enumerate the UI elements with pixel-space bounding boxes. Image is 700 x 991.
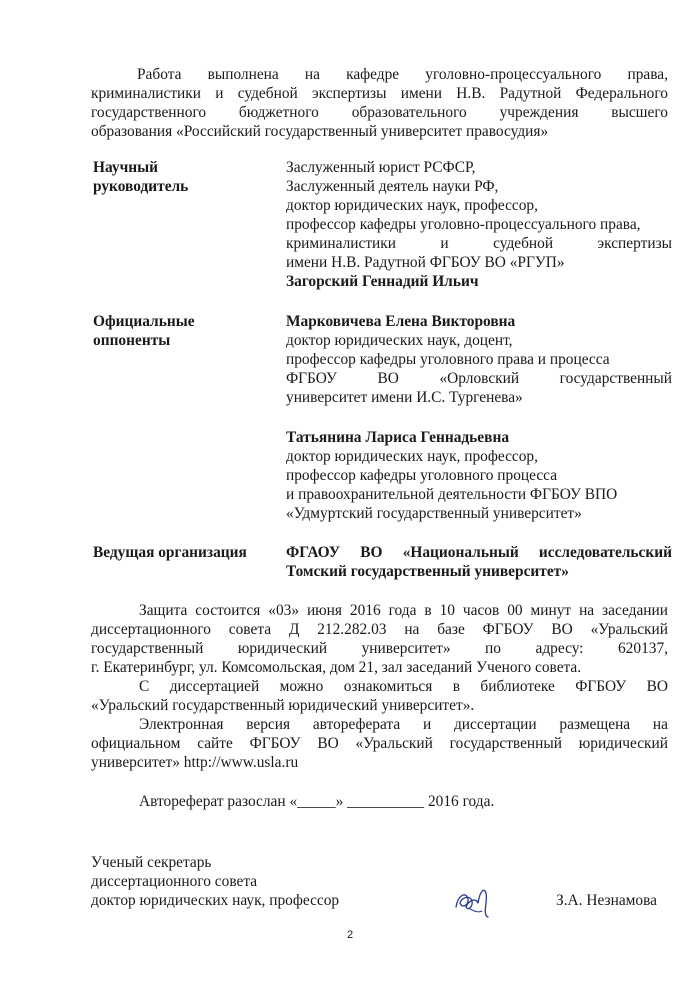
opponent-line: «Удмуртский государственный университет» bbox=[286, 505, 582, 522]
defense-line: Защита состоится «03» июня 2016 года в 10 часов 00 минут на заседании bbox=[139, 602, 668, 619]
supervisor-name: Загорский Геннадий Ильич bbox=[286, 273, 479, 290]
supervisor-details bbox=[286, 158, 672, 291]
supervisor-line: профессор кафедры уголовно-процессуального права, bbox=[286, 216, 641, 233]
leading-org-label: Ведущая организация bbox=[93, 544, 247, 561]
supervisor-line: доктор юридических наук, профессор, bbox=[286, 197, 538, 214]
opponent-line: доктор юридических наук, доцент, bbox=[286, 332, 513, 349]
supervisor-label: Научный руководитель bbox=[93, 159, 189, 195]
opponent-first bbox=[286, 312, 672, 407]
secretary-name: З.А. Незнамова bbox=[556, 892, 657, 909]
online-line: университет» http://www.usla.ru bbox=[91, 754, 299, 771]
intro-line: государственного бюджетного образовательного учреждения высшего bbox=[91, 104, 668, 121]
supervisor-line: криминалистики и судебной экспертизы bbox=[286, 235, 672, 252]
intro-paragraph bbox=[91, 65, 668, 141]
opponent-name: Марковичева Елена Викторовна bbox=[286, 313, 516, 330]
online-line: Электронная версия автореферата и диссертации размещена на bbox=[139, 716, 668, 733]
defense-paragraph bbox=[91, 601, 668, 677]
online-paragraph bbox=[91, 715, 668, 772]
library-paragraph bbox=[91, 677, 668, 715]
opponent-line: и правоохранительной деятельности ФГБОУ ВПО bbox=[286, 486, 618, 503]
supervisor-line: Заслуженный юрист РСФСР, bbox=[286, 159, 476, 176]
library-line: С диссертацией можно ознакомиться в библиотеке ФГБОУ ВО bbox=[139, 678, 668, 695]
defense-line: диссертационного совета Д 212.282.03 на базе ФГБОУ ВО «Уральский bbox=[91, 621, 668, 638]
handwritten-signature bbox=[448, 881, 498, 921]
opponent-line: доктор юридических наук, профессор, bbox=[286, 448, 538, 465]
supervisor-line: Заслуженный деятель науки РФ, bbox=[286, 178, 499, 195]
intro-line: образования «Российский государственный университет правосудия» bbox=[91, 123, 549, 140]
opponent-line: университет имени И.С. Тургенева» bbox=[286, 389, 523, 406]
secretary-line: диссертационного совета bbox=[91, 873, 258, 890]
online-line: официальном сайте ФГБОУ ВО «Уральский государственный юридический bbox=[91, 735, 668, 752]
defense-line: государственный юридический университет» по адресу: 620137, bbox=[91, 640, 668, 657]
intro-line: Работа выполнена на кафедре уголовно-процессуального права, bbox=[137, 66, 668, 83]
opponent-second bbox=[286, 428, 672, 523]
leading-org-line: Томский государственный университет» bbox=[286, 563, 569, 580]
leading-org-details bbox=[286, 543, 672, 581]
opponent-line: профессор кафедры уголовного права и процесса bbox=[286, 351, 610, 368]
supervisor-line: имени Н.В. Радутной ФГБОУ ВО «РГУП» bbox=[286, 254, 565, 271]
opponent-line: ФГБОУ ВО «Орловский государственный bbox=[286, 370, 672, 387]
defense-line: г. Екатеринбург, ул. Комсомольская, дом 21, зал заседаний Ученого совета. bbox=[91, 659, 582, 676]
library-line: «Уральский государственный юридический университет». bbox=[91, 697, 475, 714]
page-number: 2 bbox=[346, 929, 354, 941]
sent-line: Автореферат разослан «_____» __________ 2016 года. bbox=[139, 793, 495, 810]
opponents-label: Официальные оппоненты bbox=[93, 313, 195, 349]
secretary-block bbox=[91, 853, 391, 910]
leading-org-line: ФГАОУ ВО «Национальный исследовательский bbox=[286, 544, 672, 561]
secretary-line: доктор юридических наук, профессор bbox=[91, 892, 340, 909]
secretary-line: Ученый секретарь bbox=[91, 854, 212, 871]
opponent-line: профессор кафедры уголовного процесса bbox=[286, 467, 558, 484]
intro-line: криминалистики и судебной экспертизы имени Н.В. Радутной Федерального bbox=[91, 85, 668, 102]
opponent-name: Татьянина Лариса Геннадьевна bbox=[286, 429, 510, 446]
